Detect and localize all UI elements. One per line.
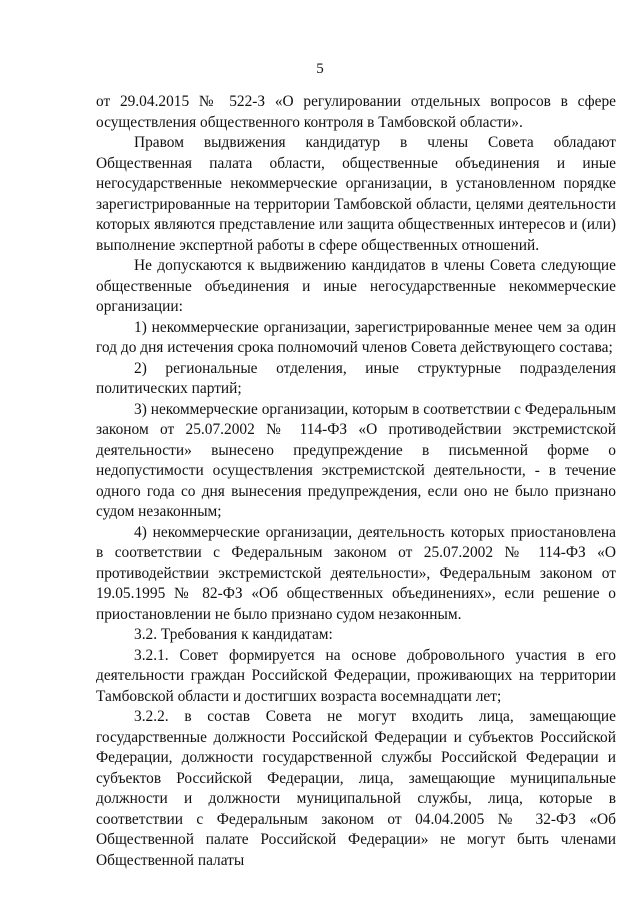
list-item-exclusion-2: 2) региональные отделения, иные структурные подразделения политических партий; [96, 359, 616, 397]
paragraph-exclusions-intro: Не допускаются к выдвижению кандидатов в члены Совета следующие общественные объединения и иные негосударственные некоммерческие организации: [96, 257, 616, 315]
clause-3-2-1: 3.2.1. Совет формируется на основе добровольного участия в его деятельности граждан Российской Федерации, проживающих на территории Тамбовской области и достигших возраста восемнадцати лет; [96, 646, 616, 705]
section-heading-3-2: 3.2. Требования к кандидатам: [134, 626, 333, 643]
page-number: 5 [316, 61, 324, 77]
paragraph-nomination-right: Правом выдвижения кандидатур в члены Совета обладают Общественная палата области, общественные объединения и иные негосударственные некоммерческие организации, в установленном порядке зарегистрированные на территории Тамбовской области, целями деятельности которых являются представление или защита общественных интересов и (или) выполнение экспертной работы в сфере общественных отношений. [96, 134, 616, 254]
paragraph-law-reference: от 29.04.2015 № 522-З «О регулировании отдельных вопросов в сфере осуществления общественного контроля в Тамбовской области». [96, 93, 616, 131]
list-item-exclusion-4: 4) некоммерческие организации, деятельность которых приостановлена в соответствии с Федеральным законом от 25.07.2002 № 114-ФЗ «О противодействии экстремистской деятельности», Федеральным законом от 19.05.1995 № 82-ФЗ «Об общественных объединениях», если решение о приостановлении не было признано судом незаконным. [96, 523, 616, 623]
document-body [96, 92, 616, 871]
list-item-exclusion-1: 1) некоммерческие организации, зарегистрированные менее чем за один год до дня истечения срока полномочий членов Совета действующего состава; [96, 318, 616, 356]
clause-3-2-2: 3.2.2. в состав Совета не могут входить лица, замещающие государственные должности Российской Федерации и субъектов Российской Федерации, должности государственной службы Российской Федерации и субъектов Российской Федерации, лица, замещающие муниципальные должности и должности муниципальной службы, лица, которые в соответствии с Федеральным законом от 04.04.2005 № 32-ФЗ «Об Общественной палате Российской Федерации» не могут быть членами Общественной палаты [96, 708, 616, 869]
list-item-exclusion-3: 3) некоммерческие организации, которым в соответствии с Федеральным законом от 25.07.2002 № 114-ФЗ «О противодействии экстремистской деятельности» вынесено предупреждение в письменной форме о недопустимости осуществления экстремистской деятельности, - в течение одного года со дня вынесения предупреждения, если оно не было признано судом незаконным; [96, 400, 616, 520]
